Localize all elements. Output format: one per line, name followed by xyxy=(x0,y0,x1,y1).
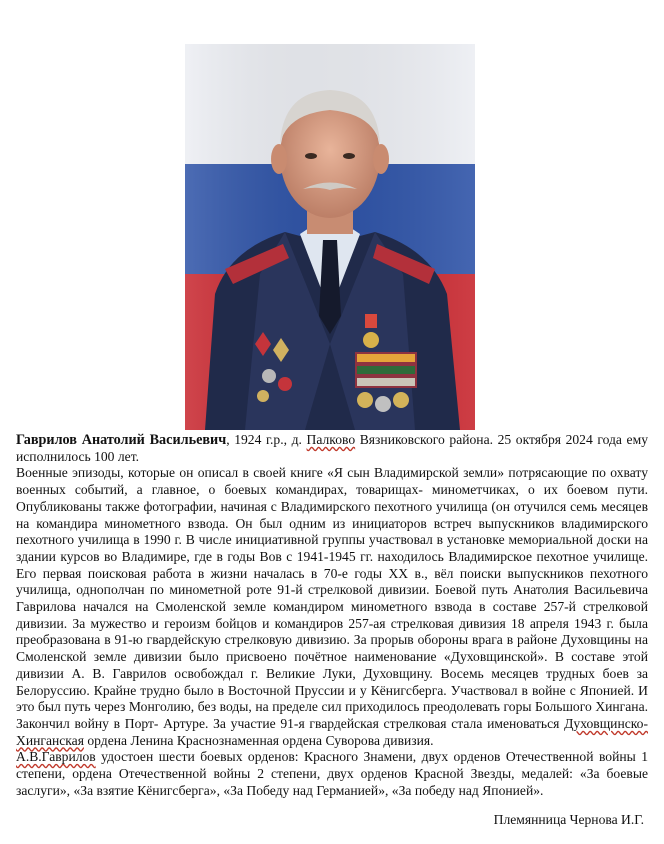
intro-paragraph: Гаврилов Анатолий Васильевич, 1924 г.р., д. Палково Вязниковского района. 25 октября 2024 года ему исполнилось 100 лет. xyxy=(16,432,648,464)
village-name: Палково xyxy=(306,432,356,447)
war-path-paragraph: Военные эпизоды, которые он описал в своей книге «Я сын Владимирской земли» потрясающие по охвату военных событий, а главное, о боевых командирах, товарищах- минометчиках, о их боевом пути. Опубликованы также фотографии, начиная с Владимирского пехотного училища (он отучился семь месяцев на командира минометного взвода. Он был одним из инициаторов встреч выпускников владимирского пехотного училища в 1990 г. В числе инициативной группы участвовал в установке мемориальной доски на здании курсов во Владимире, где в годы Вов с 1941-1945 гг. находилось Владимирское пехотное училище. Его первая поисковая работа в жизни началась в 70-е годы XX в., вёл поиски выпускников пехотного училища, однополчан по минометной роте 91-й стрелковой дивизии. Боевой путь Анатолия Васильевича Гаврилова начался на Смоленской земле командиром минометного взвода в составе 257-й стрелковой дивизии. За мужество и героизм бойцов и командиров 257-ая стрелковая дивизия 18 апреля 1943 г. была преобразована в 91-ю гвардейскую стрелковую дивизию. За прорыв обороны врага в районе Духовщины на Смоленской земле дивизии было присвоено почётное наименование «Духовщинской». В составе этой дивизии А. В. Гаврилов освобождал г. Великие Луки, Духовщину. Восемь месяцев трудных боев за Белоруссию. Крайне трудно было в Восточной Пруссии и у Кёнигсберга. Участвовал в войне с Японией. И это был путь через Монголию, без воды, на пределе сил приходилось преодолевать горы Большого Хингана. Закончил войну в Порт- Артуре. За участие 91-я гвардейская стрелковая стала именоваться Духовщинско-Хинганская ордена Ленина Краснознаменная ордена Суворова дивизия. xyxy=(16,465,648,748)
awards-paragraph: А.В.Гаврилов удостоен шести боевых орденов: Красного Знамени, двух орденов Отечественной войны 1 степени, ордена Отечественной войны 2 степени, двух орденов Красной Звезды, медалей: «За боевые заслуги», «За взятие Кёнигсберга», «За Победу над Германией», «За победу над Японией». xyxy=(16,749,648,798)
veteran-name: Гаврилов Анатолий Васильевич xyxy=(16,432,227,448)
division-name: Духовщинско-Хинганская xyxy=(16,715,648,748)
biography-text xyxy=(16,432,648,799)
signature: Племянница Чернова И.Г. xyxy=(493,812,644,827)
veteran-portrait-photo xyxy=(185,44,475,430)
awards-name: А.В.Гаврилов xyxy=(16,749,96,765)
